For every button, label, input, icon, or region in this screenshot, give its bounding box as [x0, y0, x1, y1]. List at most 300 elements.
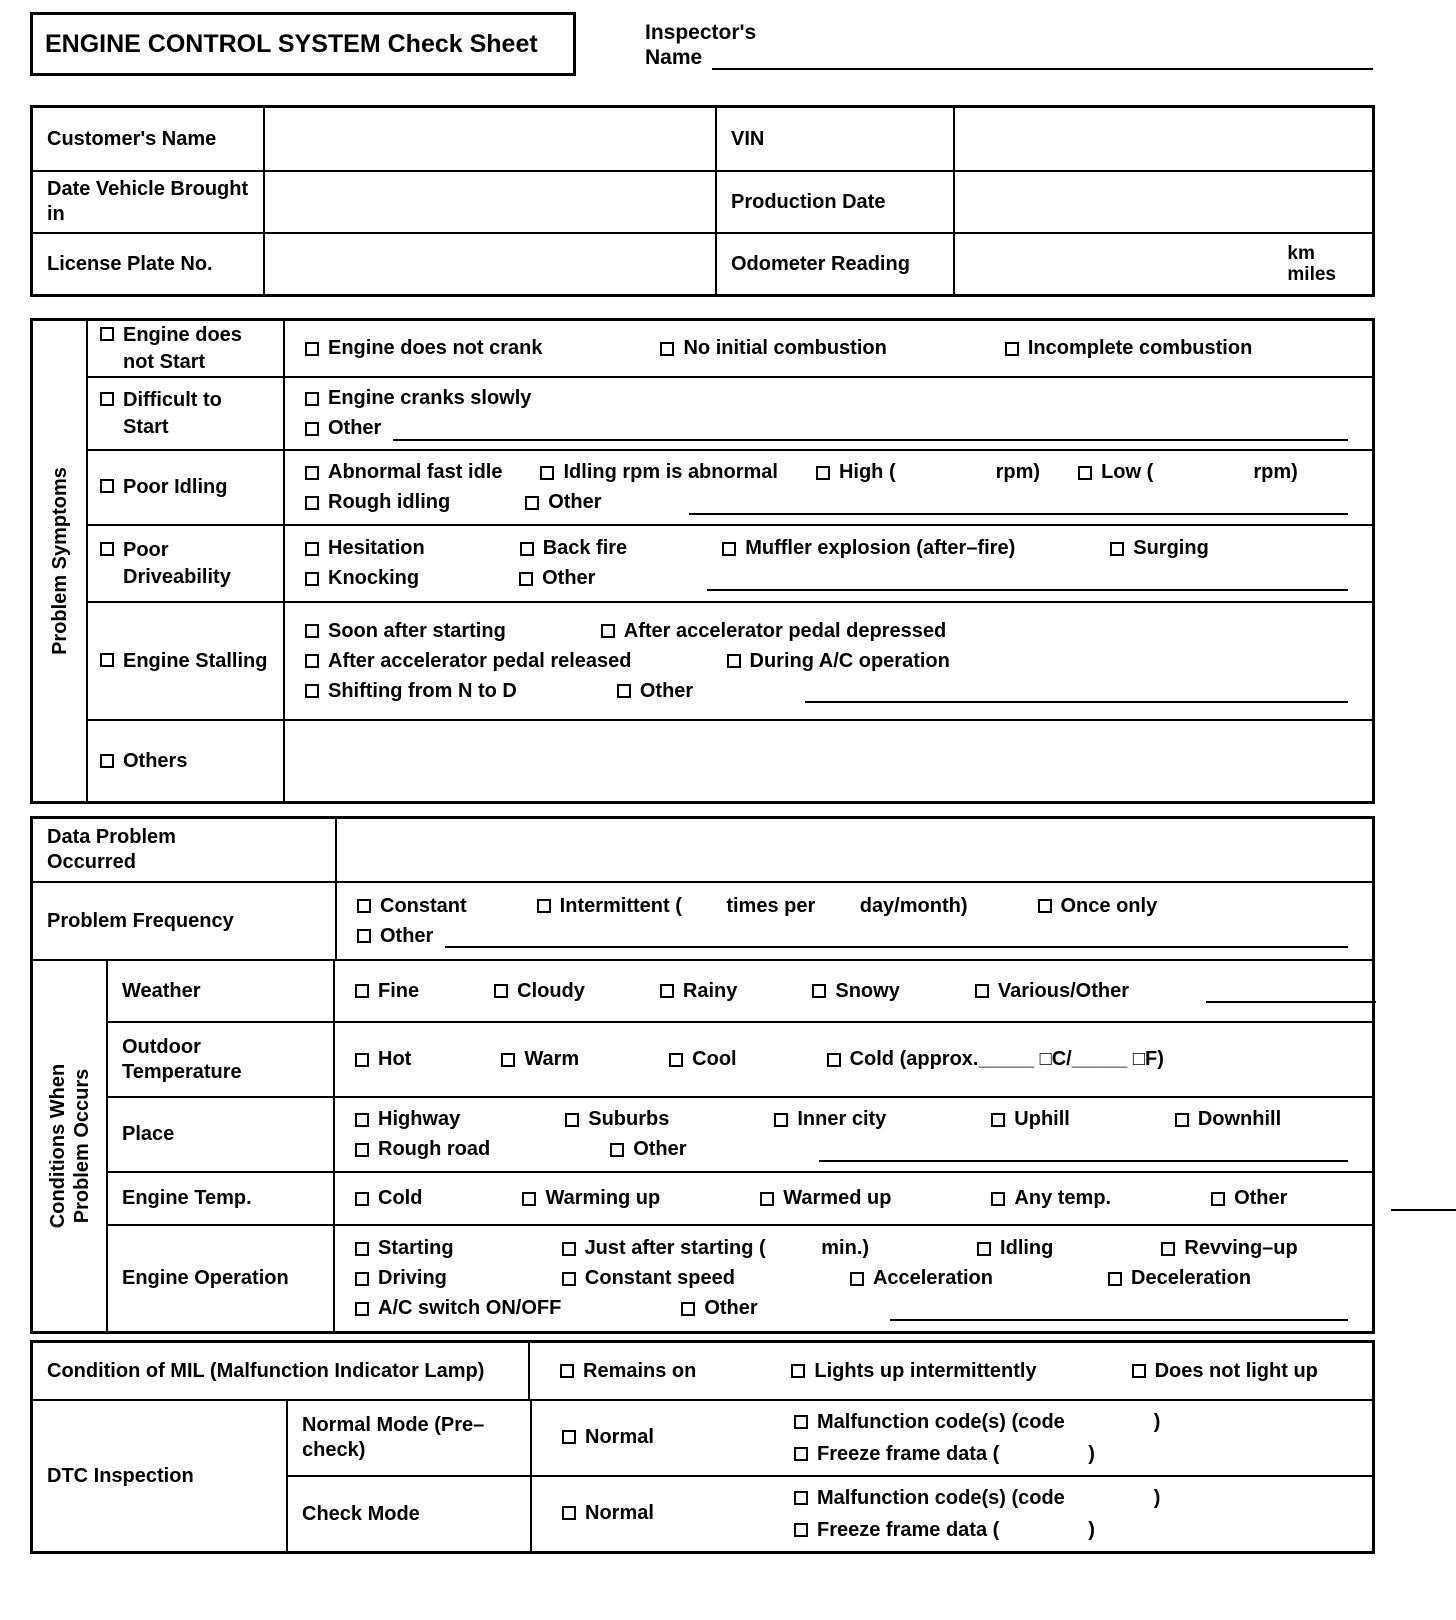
- row-difficult-to-start: [88, 376, 1372, 449]
- check-mode-normal-wrap: [562, 1502, 794, 1527]
- opt-label: Rough road: [378, 1138, 491, 1160]
- opt-op-ac-switch-on-off[interactable]: [355, 1297, 561, 1320]
- row-normal-mode: [288, 1401, 1372, 1475]
- opt-place-other[interactable]: [610, 1138, 686, 1161]
- opt-label: Malfunction code(s) (code ): [817, 1410, 1161, 1433]
- opt-label: Soon after starting: [328, 619, 506, 642]
- opt-label: Normal: [585, 1501, 654, 1524]
- inspector-name-input-line[interactable]: [712, 46, 1373, 70]
- checkbox-icon[interactable]: [305, 466, 319, 480]
- problem-symptoms-table: [30, 318, 1375, 804]
- opt-cat-engine-does-not-start[interactable]: [100, 322, 269, 376]
- checkbox-icon[interactable]: [519, 572, 533, 586]
- opt-label: Other: [548, 491, 602, 513]
- opt-label: Deceleration: [1131, 1267, 1252, 1289]
- opt-label: Surging: [1133, 537, 1209, 559]
- opt-op-driving[interactable]: [355, 1267, 447, 1290]
- checkbox-icon[interactable]: [540, 466, 554, 480]
- row-engine-does-not-start: [88, 321, 1372, 376]
- opt-label: After accelerator pedal released: [328, 649, 632, 672]
- opt-place-inner-city[interactable]: [774, 1108, 886, 1131]
- opt-op-constant-speed[interactable]: [562, 1267, 735, 1290]
- opt-temp-hot[interactable]: [355, 1048, 411, 1071]
- opt-label: Highway: [378, 1108, 461, 1130]
- opt-place-uphill[interactable]: [991, 1108, 1070, 1131]
- checkbox-icon[interactable]: [562, 1506, 576, 1520]
- odometer-unit-km: km: [1287, 243, 1315, 264]
- opt-label: Other: [704, 1297, 758, 1319]
- engine-operation-label: Engine Operation: [122, 1267, 289, 1289]
- inspector-label-line1: Inspector's: [645, 21, 757, 44]
- poor-idling-other-input-line[interactable]: [689, 495, 1348, 515]
- category-cell: [88, 721, 283, 801]
- inspector-name-field: [645, 20, 1373, 70]
- license-plate-label: License Plate No.: [47, 252, 213, 275]
- opt-op-acceleration[interactable]: [850, 1267, 993, 1290]
- opt-label: Rough idling: [328, 491, 451, 513]
- checkbox-icon[interactable]: [357, 899, 371, 913]
- opt-op-just-after-starting[interactable]: [562, 1237, 869, 1260]
- checkbox-icon[interactable]: [355, 984, 369, 998]
- conditions-section-label: [46, 1064, 94, 1228]
- vin-value[interactable]: [953, 108, 1372, 170]
- mil-condition-label: Condition of MIL (Malfunction Indicator Lamp): [47, 1359, 485, 1382]
- checkbox-icon[interactable]: [991, 1192, 1005, 1206]
- opt-engine-cranks-slowly[interactable]: [305, 387, 531, 410]
- opt-temp-warm[interactable]: [501, 1048, 579, 1071]
- production-date-value[interactable]: [953, 172, 1372, 232]
- opt-mil-lights-up-intermittently[interactable]: [791, 1360, 1036, 1383]
- checkbox-icon[interactable]: [355, 1113, 369, 1127]
- opt-poor-driveability-other[interactable]: [519, 567, 595, 590]
- outdoor-temperature-options: [333, 1023, 1372, 1096]
- opt-normal-mode-malfunction-codes[interactable]: [794, 1411, 1160, 1434]
- opt-label: Warmed up: [783, 1187, 892, 1209]
- checkbox-icon[interactable]: [305, 684, 319, 698]
- checkbox-icon[interactable]: [1211, 1192, 1225, 1206]
- opt-check-mode-malfunction-codes[interactable]: [794, 1487, 1160, 1510]
- opt-incomplete-combustion[interactable]: [1005, 337, 1252, 360]
- opt-engine-does-not-crank[interactable]: [305, 337, 542, 360]
- opt-label: Snowy: [835, 979, 900, 1002]
- opt-label: Lights up intermittently: [814, 1359, 1037, 1382]
- customer-name-value[interactable]: [263, 108, 715, 170]
- opt-label: Difficult to Start: [123, 388, 222, 438]
- opt-label: Does not light up: [1154, 1359, 1318, 1382]
- checkbox-icon[interactable]: [991, 1113, 1005, 1127]
- place-options: [333, 1098, 1372, 1171]
- opt-during-ac-operation[interactable]: [727, 650, 950, 673]
- opt-label: Muffler explosion (after–fire): [745, 537, 1016, 559]
- opt-label: Acceleration: [872, 1267, 993, 1289]
- row-problem-frequency: [33, 881, 1372, 959]
- opt-after-accel-pedal-depressed[interactable]: [601, 620, 946, 643]
- place-label: Place: [122, 1123, 175, 1145]
- weather-other-input-line[interactable]: [1206, 983, 1376, 1003]
- checkbox-icon[interactable]: [827, 1053, 841, 1067]
- row-check-mode: [288, 1475, 1372, 1551]
- engine-operation-options: [333, 1226, 1372, 1331]
- opt-check-mode-freeze-frame[interactable]: [794, 1519, 1160, 1542]
- checkbox-icon[interactable]: [1005, 342, 1019, 356]
- checkbox-icon[interactable]: [850, 1272, 864, 1286]
- opt-label: Other: [380, 924, 434, 947]
- opt-label: Normal: [585, 1425, 654, 1448]
- opt-label: Cold (approx._____ □C/_____ □F): [849, 1048, 1164, 1070]
- date-brought-value[interactable]: [263, 172, 715, 232]
- row-poor-driveability: [88, 524, 1372, 601]
- opt-label: Poor Idling: [123, 476, 228, 498]
- opt-high-rpm[interactable]: [816, 461, 1040, 484]
- normal-mode-codes: [794, 1411, 1160, 1466]
- production-date-label: Production Date: [715, 172, 953, 232]
- opt-normal-mode-freeze-frame[interactable]: [794, 1443, 1160, 1466]
- checkbox-icon[interactable]: [355, 1192, 369, 1206]
- checkbox-icon[interactable]: [355, 1143, 369, 1157]
- opt-label: Knocking: [328, 567, 420, 589]
- checkbox-icon[interactable]: [560, 1364, 574, 1378]
- customer-name-label: Customer's Name: [47, 127, 217, 150]
- opt-label: Freeze frame data ( ): [817, 1518, 1095, 1541]
- problem-symptoms-section: [33, 321, 88, 801]
- opt-label: Warming up: [545, 1187, 661, 1209]
- symptom-options: [283, 321, 1372, 376]
- row-others: [88, 719, 1372, 801]
- opt-label: Various/Other: [997, 979, 1129, 1002]
- normal-mode-normal-wrap: [562, 1426, 794, 1451]
- row-poor-idling: [88, 449, 1372, 524]
- opt-op-starting[interactable]: [355, 1237, 454, 1260]
- opt-label: Other: [328, 417, 382, 439]
- opt-label: Just after starting ( min.): [584, 1237, 870, 1259]
- opt-difficult-start-other[interactable]: [305, 417, 381, 440]
- opt-label: Idling rpm is abnormal: [563, 461, 778, 483]
- checkbox-icon[interactable]: [100, 542, 114, 556]
- opt-hesitation[interactable]: [305, 537, 425, 560]
- symptom-options: [283, 603, 1372, 719]
- page-title: [30, 12, 576, 76]
- conditions-label-line1: Conditions When: [46, 1063, 69, 1229]
- opt-frequency-other[interactable]: [357, 925, 433, 948]
- opt-weather-rainy[interactable]: [660, 980, 737, 1003]
- opt-label: Malfunction code(s) (code ): [817, 1486, 1161, 1509]
- checkbox-icon[interactable]: [794, 1415, 808, 1429]
- opt-frequency-constant[interactable]: [357, 895, 467, 918]
- opt-label: Shifting from N to D: [328, 679, 517, 702]
- inspector-label-line2: Name: [645, 46, 703, 69]
- symptom-options: [283, 451, 1372, 524]
- checkbox-icon[interactable]: [794, 1447, 808, 1461]
- checkbox-icon[interactable]: [305, 624, 319, 638]
- checkbox-icon[interactable]: [494, 984, 508, 998]
- checkbox-icon[interactable]: [100, 327, 114, 341]
- opt-label: High ( rpm): [838, 461, 1041, 483]
- checkbox-icon[interactable]: [305, 542, 319, 556]
- opt-label: During A/C operation: [749, 649, 950, 672]
- opt-place-highway[interactable]: [355, 1108, 460, 1131]
- opt-label: Constant: [380, 894, 467, 917]
- opt-after-accel-pedal-released[interactable]: [305, 650, 632, 673]
- opt-label: Any temp.: [1014, 1187, 1112, 1209]
- opt-shifting-n-to-d[interactable]: [305, 680, 517, 703]
- vehicle-info-table: [30, 105, 1375, 297]
- checkbox-icon[interactable]: [727, 654, 741, 668]
- opt-label: Engine cranks slowly: [328, 387, 532, 409]
- opt-engine-temp-warming-up[interactable]: [522, 1187, 660, 1210]
- dtc-modes: [286, 1401, 1372, 1551]
- date-problem-label-cell: [33, 819, 335, 881]
- row-place: [108, 1096, 1372, 1171]
- checkbox-icon[interactable]: [520, 542, 534, 556]
- opt-cat-engine-stalling[interactable]: [100, 648, 269, 675]
- checkbox-icon[interactable]: [722, 542, 736, 556]
- engine-temp-other-input-line[interactable]: [1391, 1191, 1456, 1211]
- checkbox-icon[interactable]: [669, 1053, 683, 1067]
- opt-engine-temp-any-temp[interactable]: [991, 1187, 1111, 1210]
- category-cell: [88, 321, 283, 376]
- opt-no-initial-combustion[interactable]: [660, 337, 886, 360]
- opt-label: Other: [542, 567, 596, 589]
- opt-label: Driving: [378, 1267, 447, 1289]
- checkbox-icon[interactable]: [760, 1192, 774, 1206]
- opt-label: Revving–up: [1184, 1237, 1298, 1259]
- checkbox-icon[interactable]: [774, 1113, 788, 1127]
- opt-label: Cloudy: [517, 979, 585, 1002]
- checkbox-icon[interactable]: [522, 1192, 536, 1206]
- opt-weather-cloudy[interactable]: [494, 980, 585, 1003]
- problem-symptoms-rows: [88, 321, 1372, 801]
- checkbox-icon[interactable]: [601, 624, 615, 638]
- opt-weather-snowy[interactable]: [812, 980, 899, 1003]
- opt-frequency-intermittent[interactable]: [537, 895, 968, 918]
- opt-place-suburbs[interactable]: [565, 1108, 669, 1131]
- engine-temp-options: [333, 1173, 1372, 1224]
- weather-label: Weather: [122, 979, 201, 1002]
- opt-label: Freeze frame data ( ): [817, 1442, 1095, 1465]
- checkbox-icon[interactable]: [1108, 1272, 1122, 1286]
- opt-cat-difficult-to-start[interactable]: [100, 387, 269, 441]
- checkbox-icon[interactable]: [1161, 1242, 1175, 1256]
- license-plate-value[interactable]: [263, 234, 715, 294]
- checkbox-icon[interactable]: [617, 684, 631, 698]
- opt-frequency-once-only[interactable]: [1038, 895, 1158, 918]
- checkbox-icon[interactable]: [977, 1242, 991, 1256]
- checkbox-icon[interactable]: [812, 984, 826, 998]
- engine-operation-other-input-line[interactable]: [890, 1301, 1348, 1321]
- checkbox-icon[interactable]: [305, 422, 319, 436]
- row-outdoor-temperature: [108, 1021, 1372, 1096]
- checkbox-icon[interactable]: [357, 929, 371, 943]
- opt-label: Poor Driveability: [123, 538, 231, 588]
- category-cell: [88, 378, 283, 449]
- opt-label: Uphill: [1014, 1108, 1070, 1130]
- opt-label: Idling: [1000, 1237, 1054, 1259]
- opt-engine-temp-other[interactable]: [1211, 1187, 1287, 1210]
- opt-back-fire[interactable]: [520, 537, 628, 560]
- checkbox-icon[interactable]: [100, 754, 114, 768]
- checkbox-icon[interactable]: [100, 479, 114, 493]
- place-other-input-line[interactable]: [819, 1142, 1348, 1162]
- occurrence-table: [30, 816, 1375, 1334]
- mil-dtc-table: [30, 1340, 1375, 1554]
- checkbox-icon[interactable]: [537, 899, 551, 913]
- checkbox-icon[interactable]: [355, 1302, 369, 1316]
- normal-mode-label: Normal Mode (Pre–check): [302, 1414, 485, 1461]
- engine-temp-label: Engine Temp.: [122, 1187, 252, 1209]
- opt-cat-others[interactable]: [100, 750, 187, 773]
- checkbox-icon[interactable]: [681, 1302, 695, 1316]
- checkbox-icon[interactable]: [562, 1430, 576, 1444]
- odometer-units: [1287, 243, 1372, 285]
- opt-low-rpm[interactable]: [1078, 461, 1298, 484]
- category-cell: [88, 451, 283, 524]
- date-problem-value[interactable]: [335, 819, 1372, 881]
- opt-weather-various-other[interactable]: [975, 980, 1129, 1003]
- opt-label: Fine: [378, 979, 420, 1002]
- conditions-rows: [108, 961, 1372, 1331]
- checkbox-icon[interactable]: [355, 1053, 369, 1067]
- opt-label: After accelerator pedal depressed: [623, 619, 947, 642]
- weather-options: [333, 961, 1372, 1021]
- opt-op-other[interactable]: [681, 1297, 757, 1320]
- odometer-label: Odometer Reading: [715, 234, 953, 294]
- symptom-options: [283, 526, 1372, 601]
- opt-place-rough-road[interactable]: [355, 1138, 490, 1161]
- opt-cat-poor-idling[interactable]: [100, 474, 269, 501]
- dtc-inspection-label: DTC Inspection: [47, 1464, 194, 1487]
- checkbox-icon[interactable]: [1110, 542, 1124, 556]
- opt-label: Inner city: [797, 1108, 887, 1130]
- opt-label: Suburbs: [588, 1108, 670, 1130]
- odometer-unit-miles: miles: [1287, 264, 1336, 285]
- checkbox-icon[interactable]: [100, 653, 114, 667]
- category-cell: [88, 603, 283, 719]
- odometer-value[interactable]: [953, 234, 1372, 294]
- checkbox-icon[interactable]: [660, 342, 674, 356]
- symptom-options: [283, 378, 1372, 449]
- checkbox-icon[interactable]: [525, 496, 539, 510]
- opt-label: Engine does not crank: [328, 337, 543, 359]
- checkbox-icon[interactable]: [1132, 1364, 1146, 1378]
- check-mode-label: Check Mode: [302, 1502, 420, 1525]
- opt-label: Downhill: [1197, 1108, 1282, 1130]
- checkbox-icon[interactable]: [1175, 1113, 1189, 1127]
- opt-label: Cool: [692, 1048, 737, 1070]
- page-title-text: ENGINE CONTROL SYSTEM Check Sheet: [45, 29, 538, 58]
- opt-label: Once only: [1060, 894, 1158, 917]
- opt-muffler-explosion[interactable]: [722, 537, 1015, 560]
- opt-place-downhill[interactable]: [1175, 1108, 1281, 1131]
- checkbox-icon[interactable]: [100, 392, 114, 406]
- opt-engine-temp-cold[interactable]: [355, 1187, 422, 1210]
- conditions-when-problem-occurs: [33, 959, 1372, 1331]
- opt-surging[interactable]: [1110, 537, 1209, 560]
- checkbox-icon[interactable]: [610, 1143, 624, 1157]
- vin-label: VIN: [715, 108, 953, 170]
- row-engine-operation: [108, 1224, 1372, 1331]
- opt-poor-idling-other[interactable]: [525, 491, 601, 514]
- problem-frequency-label: Problem Frequency: [47, 909, 234, 932]
- opt-op-deceleration[interactable]: [1108, 1267, 1251, 1290]
- difficult-start-other-input-line[interactable]: [393, 421, 1348, 441]
- checkbox-icon[interactable]: [794, 1523, 808, 1537]
- opt-weather-fine[interactable]: [355, 980, 419, 1003]
- checkbox-icon[interactable]: [794, 1491, 808, 1505]
- checkbox-icon[interactable]: [305, 572, 319, 586]
- opt-label: Constant speed: [584, 1267, 735, 1289]
- row-mil-condition: [33, 1343, 1372, 1399]
- opt-label: No initial combustion: [683, 337, 887, 359]
- opt-cat-poor-driveability[interactable]: [100, 537, 269, 591]
- opt-knocking[interactable]: [305, 567, 419, 590]
- checkbox-icon[interactable]: [1078, 466, 1092, 480]
- opt-label: Cold: [378, 1187, 423, 1209]
- check-mode-codes: [794, 1487, 1160, 1542]
- frequency-other-input-line[interactable]: [445, 928, 1348, 948]
- engine-stalling-other-input-line[interactable]: [805, 683, 1348, 703]
- mil-condition-options: [528, 1343, 1372, 1399]
- opt-label: Warm: [524, 1048, 580, 1070]
- checkbox-icon[interactable]: [562, 1242, 576, 1256]
- checkbox-icon[interactable]: [1038, 899, 1052, 913]
- checkbox-icon[interactable]: [305, 342, 319, 356]
- checkbox-icon[interactable]: [501, 1053, 515, 1067]
- poor-driveability-other-input-line[interactable]: [707, 571, 1348, 591]
- opt-check-mode-normal[interactable]: [562, 1502, 654, 1525]
- opt-idling-rpm-abnormal[interactable]: [540, 461, 777, 484]
- row-engine-temp: [108, 1171, 1372, 1224]
- opt-label: Incomplete combustion: [1027, 337, 1253, 359]
- checkbox-icon[interactable]: [660, 984, 674, 998]
- opt-temp-cool[interactable]: [669, 1048, 736, 1071]
- opt-op-revving-up[interactable]: [1161, 1237, 1297, 1260]
- row-dtc-inspection: [33, 1399, 1372, 1551]
- opt-label: Low ( rpm): [1101, 461, 1298, 483]
- opt-abnormal-fast-idle[interactable]: [305, 461, 502, 484]
- opt-engine-stalling-other[interactable]: [617, 680, 693, 703]
- opt-soon-after-starting[interactable]: [305, 620, 506, 643]
- opt-label: Back fire: [542, 537, 628, 559]
- opt-mil-does-not-light-up[interactable]: [1132, 1360, 1318, 1383]
- opt-label: Other: [639, 679, 694, 702]
- opt-mil-remains-on[interactable]: [560, 1360, 696, 1383]
- opt-label: Rainy: [682, 979, 738, 1002]
- checkbox-icon[interactable]: [305, 392, 319, 406]
- checkbox-icon[interactable]: [975, 984, 989, 998]
- opt-normal-mode-normal[interactable]: [562, 1426, 654, 1449]
- opt-op-idling[interactable]: [977, 1237, 1053, 1260]
- checkbox-icon[interactable]: [305, 496, 319, 510]
- conditions-section: [33, 961, 108, 1331]
- checkbox-icon[interactable]: [355, 1272, 369, 1286]
- check-mode-options: [530, 1477, 1372, 1551]
- opt-temp-cold-approx[interactable]: [827, 1048, 1164, 1071]
- opt-engine-temp-warmed-up[interactable]: [760, 1187, 891, 1210]
- row-engine-stalling: [88, 601, 1372, 719]
- checkbox-icon[interactable]: [562, 1272, 576, 1286]
- row-date-problem-occurred: [33, 819, 1372, 881]
- opt-rough-idling[interactable]: [305, 491, 450, 514]
- outdoor-temperature-label: Outdoor Temperature: [122, 1035, 242, 1083]
- others-notes-area[interactable]: [283, 721, 1372, 801]
- opt-label: Engine does not Start: [123, 323, 242, 373]
- checkbox-icon[interactable]: [816, 466, 830, 480]
- checkbox-icon[interactable]: [791, 1364, 805, 1378]
- opt-label: Intermittent ( times per day/month): [559, 894, 968, 917]
- checkbox-icon[interactable]: [305, 654, 319, 668]
- checkbox-icon[interactable]: [565, 1113, 579, 1127]
- checkbox-icon[interactable]: [355, 1242, 369, 1256]
